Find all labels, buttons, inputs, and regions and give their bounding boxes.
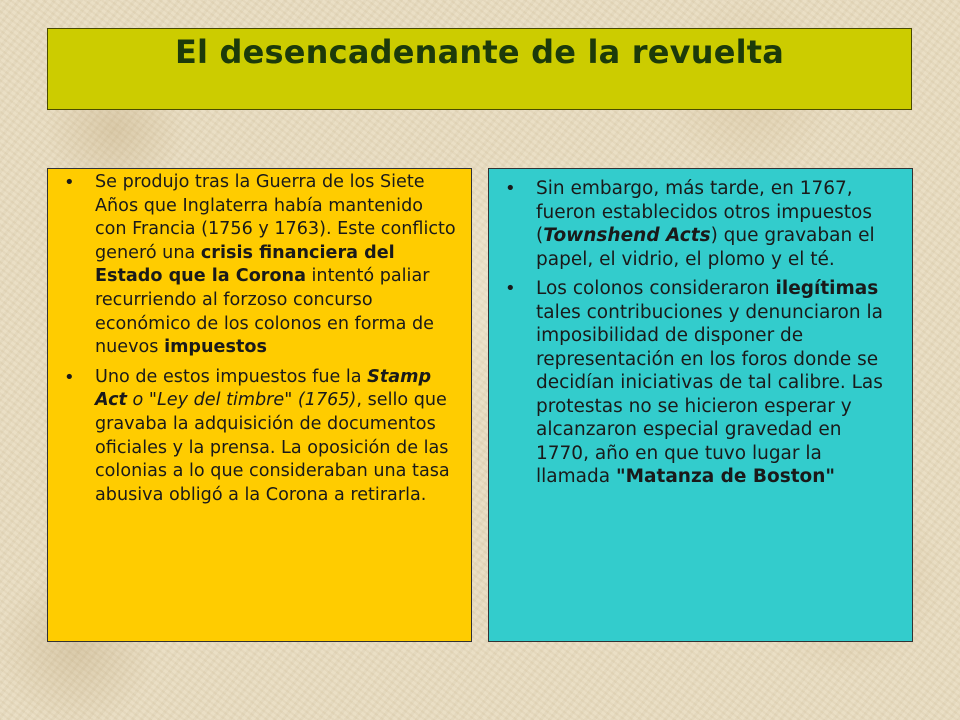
- left-bullet-list: [60, 171, 457, 507]
- left-text-panel: [47, 168, 472, 642]
- title-banner: [47, 28, 912, 110]
- bullet-dot-icon: •: [505, 278, 516, 299]
- slide-title: El desencadenante de la revuelta: [174, 33, 785, 71]
- bullet-dot-icon: •: [64, 366, 75, 388]
- right-text-panel: [488, 168, 913, 642]
- right-bullet-list: [501, 177, 898, 489]
- bullet-item: • Se produjo tras la Guerra de los Siete Años que Inglaterra había mantenido con Francia (1756 y 1763). Este conflicto generó una crisis financiera del Estado que la Corona intentó paliar recurriendo al forzoso concurso económico de los colonos en forma de nuevos impuestos: [64, 172, 456, 358]
- bullet-item: • Los colonos consideraron ilegítimas tales contribuciones y denunciaron la imposibilidad de disponer de representación en los foros donde se decidían iniciativas de tal calibre. Las protestas no se hicieron esperar y alcanzaron especial gravedad en 1770, año en que tuvo lugar la llamada "Matanza de Boston": [505, 278, 883, 487]
- bullet-item: • Uno de estos impuestos fue la Stamp Act o "Ley del timbre" (1765), sello que gravaba la adquisición de documentos oficiales y la prensa. La oposición de las colonias a lo que consideraban una tasa abusiva obligó a la Corona a retirarla.: [64, 366, 450, 505]
- bullet-dot-icon: •: [505, 178, 516, 199]
- bullet-dot-icon: •: [64, 172, 75, 193]
- bullet-item: • Sin embargo, más tarde, en 1767, fueron establecidos otros impuestos (Townshend Acts) que gravaban el papel, el vidrio, el plomo y el té.: [505, 178, 875, 270]
